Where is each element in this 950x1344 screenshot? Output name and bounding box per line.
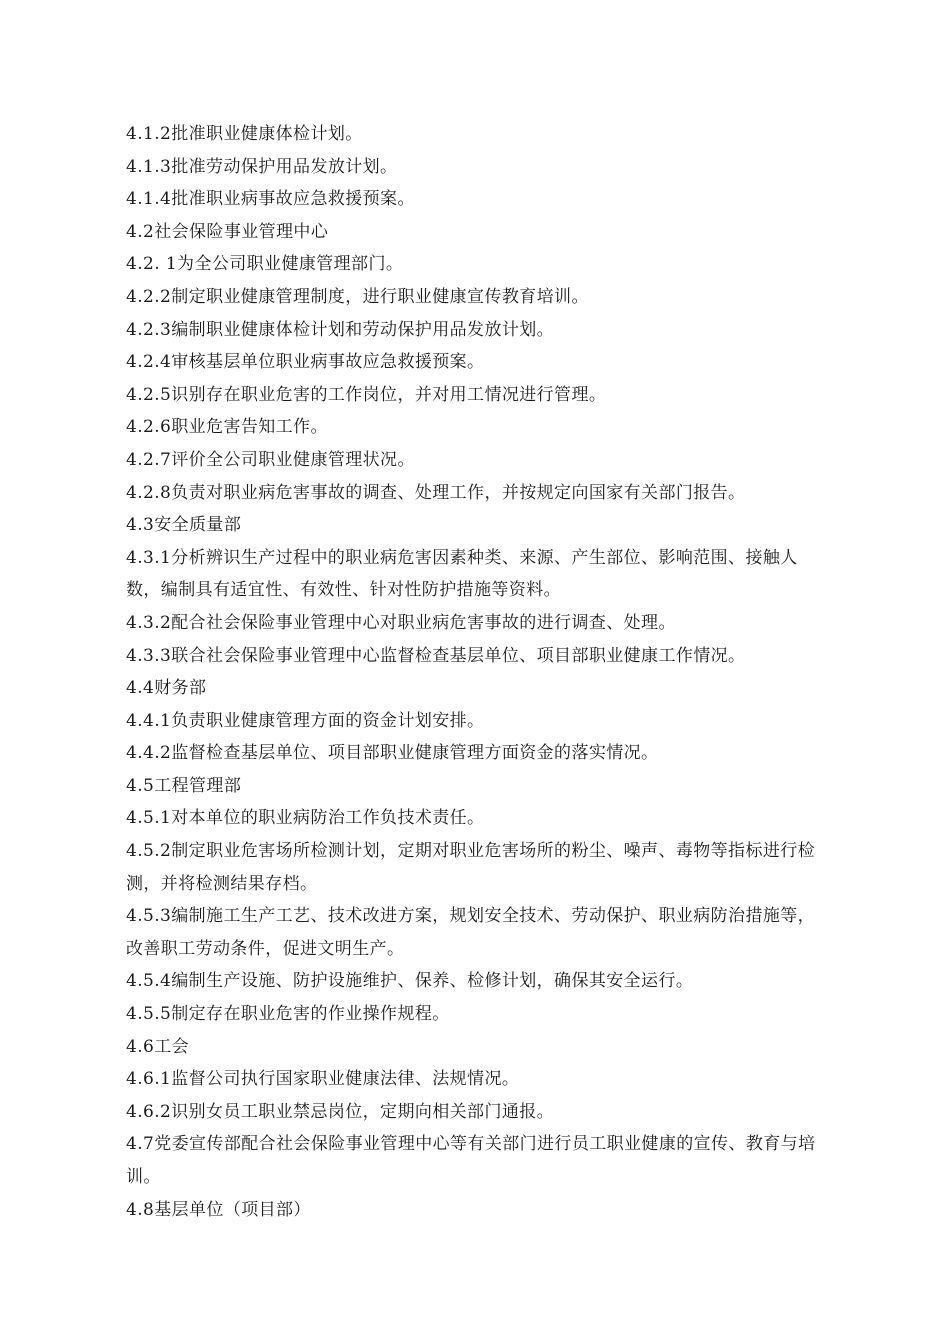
paragraph-4-2-7: 4.2.7评价全公司职业健康管理状况。: [126, 449, 415, 470]
paragraph-4-5-1: 4.5.1对本单位的职业病防治工作负技术责任。: [126, 808, 485, 829]
paragraph-4-2-6: 4.2.6职业危害告知工作。: [126, 417, 328, 438]
section-heading-4-3: 4.3安全质量部: [126, 515, 242, 536]
paragraph-4-2-4: 4.2.4审核基层单位职业病事故应急救援预案。: [126, 352, 485, 373]
paragraph-4-3-3: 4.3.3联合社会保险事业管理中心监督检查基层单位、项目部职业健康工作情况。: [126, 645, 746, 666]
section-heading-4-6: 4.6工会: [126, 1036, 190, 1057]
paragraph-4-6-1: 4.6.1监督公司执行国家职业健康法律、法规情况。: [126, 1069, 520, 1090]
paragraph-4-3-1: 4.3.1分析辨识生产过程中的职业病危害因素种类、来源、产生部位、影响范围、接触人数，编制具有适宜性、有效性、针对性防护措施等资料。: [126, 547, 798, 601]
paragraph-4-2-1: 4.2. 1为全公司职业健康管理部门。: [126, 254, 404, 275]
paragraph-4-1-2: 4.1.2批准职业健康体检计划。: [126, 124, 363, 144]
paragraph-4-7: 4.7党委宣传部配合社会保险事业管理中心等有关部门进行员工职业健康的宣传、教育与培训。: [126, 1134, 816, 1187]
section-heading-4-8: 4.8基层单位（项目部）: [126, 1199, 311, 1220]
paragraph-4-6-2: 4.6.2识别女员工职业禁忌岗位，定期向相关部门通报。: [126, 1101, 555, 1122]
paragraph-4-2-3: 4.2.3编制职业健康体检计划和劳动保护用品发放计划。: [126, 319, 555, 340]
section-heading-4-4: 4.4财务部: [126, 678, 207, 699]
section-heading-4-2: 4.2社会保险事业管理中心: [126, 221, 329, 242]
paragraph-4-5-4: 4.5.4编制生产设施、防护设施维护、保养、检修计划，确保其安全运行。: [126, 971, 694, 992]
paragraph-4-3-2: 4.3.2配合社会保险事业管理中心对职业病危害事故的进行调查、处理。: [126, 612, 676, 633]
paragraph-4-2-2: 4.2.2制定职业健康管理制度，进行职业健康宣传教育培训。: [126, 286, 589, 307]
paragraph-4-1-4: 4.1.4批准职业病事故应急救援预案。: [126, 189, 415, 210]
paragraph-4-1-3: 4.1.3批准劳动保护用品发放计划。: [126, 156, 398, 177]
paragraph-4-2-8: 4.2.8负责对职业病危害事故的调查、处理工作，并按规定向国家有关部门报告。: [126, 482, 746, 503]
paragraph-4-5-2: 4.5.2制定职业危害场所检测计划，定期对职业危害场所的粉尘、噪声、毒物等指标进行检测，并将检测结果存档。: [126, 841, 816, 894]
paragraph-4-5-5: 4.5.5制定存在职业危害的作业操作规程。: [126, 1004, 450, 1025]
document-body: [126, 118, 832, 1226]
paragraph-4-5-3: 4.5.3编制施工生产工艺、技术改进方案，规划安全技术、劳动保护、职业病防治措施等，改善职工劳动条件，促进文明生产。: [126, 906, 816, 959]
paragraph-4-4-1: 4.4.1负责职业健康管理方面的资金计划安排。: [126, 710, 485, 731]
paragraph-4-2-5: 4.2.5识别存在职业危害的工作岗位，并对用工情况进行管理。: [126, 384, 607, 405]
paragraph-4-4-2: 4.4.2监督检查基层单位、项目部职业健康管理方面资金的落实情况。: [126, 743, 659, 764]
section-heading-4-5: 4.5工程管理部: [126, 775, 242, 796]
